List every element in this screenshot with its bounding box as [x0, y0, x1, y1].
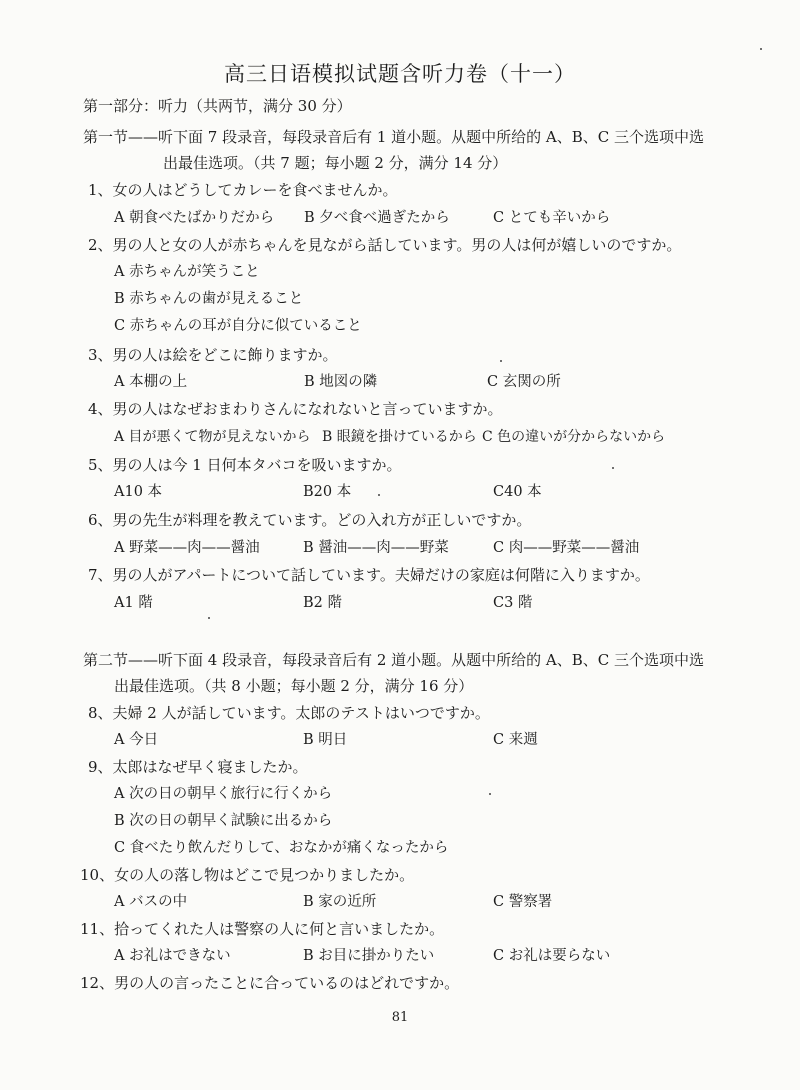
question-10: 10、女の人の落し物はどこで見つかりましたか。 [80, 866, 415, 884]
q10-option-c: C 警察署 [493, 894, 553, 910]
part1-heading: 第一部分：听力（共两节，满分 30 分） [83, 97, 352, 115]
q4-option-c: C 色の違いが分からないから [482, 429, 666, 445]
section2-instruction-line1: 第二节——听下面 4 段录音，每段录音后有 2 道小题。从题中所给的 A、B、C 三个选项中选 [83, 651, 705, 669]
q11-option-b: B お目に掛かりたい [303, 948, 435, 964]
scan-speck [208, 617, 210, 619]
q9-option-c: C 食べたり飲んだりして、おなかが痛くなったから [114, 840, 449, 856]
question-3: 3、男の人は絵をどこに飾りますか。 [88, 346, 338, 364]
question-6: 6、男の先生が料理を教えています。どの入れ方が正しいですか。 [88, 511, 532, 529]
q4-option-b: B 眼鏡を掛けているから [322, 429, 477, 445]
q7-option-b: B2 階 [303, 595, 342, 611]
question-2: 2、男の人と女の人が赤ちゃんを見ながら話しています。男の人は何が嬉しいのですか。 [88, 236, 682, 254]
q3-option-a: A 本棚の上 [114, 374, 188, 390]
q9-option-b: B 次の日の朝早く試験に出るから [114, 813, 333, 829]
scan-speck [760, 48, 762, 50]
q6-option-a: A 野菜——肉——醤油 [114, 540, 260, 556]
section1-instruction-line1: 第一节——听下面 7 段录音，每段录音后有 1 道小题。从题中所给的 A、B、C 三个选项中选 [83, 128, 705, 146]
q7-option-a: A1 階 [114, 595, 153, 611]
q6-option-b: B 醤油——肉——野菜 [303, 540, 449, 556]
question-8: 8、夫婦 2 人が話しています。太郎のテストはいつですか。 [88, 704, 490, 722]
q2-option-c: C 赤ちゃんの耳が自分に似ていること [114, 318, 362, 334]
q3-option-b: B 地図の隣 [304, 374, 378, 390]
section2-instruction-line2: 出最佳选项。（共 8 小题；每小题 2 分，满分 16 分） [114, 677, 474, 695]
q3-option-c: C 玄関の所 [487, 374, 561, 390]
question-11: 11、拾ってくれた人は警察の人に何と言いましたか。 [80, 920, 445, 938]
q1-option-c: C とても辛いから [493, 210, 611, 226]
q8-option-c: C 来週 [493, 732, 538, 748]
question-9: 9、太郎はなぜ早く寝ましたか。 [88, 758, 308, 776]
q1-option-b: B 夕べ食べ過ぎたから [304, 210, 450, 226]
q10-option-a: A バスの中 [114, 894, 188, 910]
q11-option-a: A お礼はできない [114, 948, 231, 964]
q11-option-c: C お礼は要らない [493, 948, 611, 964]
q4-option-a: A 目が悪くて物が見えないから [114, 429, 311, 445]
q5-option-c: C40 本 [493, 484, 542, 500]
q9-option-a: A 次の日の朝早く旅行に行くから [114, 786, 333, 802]
q10-option-b: B 家の近所 [303, 894, 377, 910]
q7-option-c: C3 階 [493, 595, 533, 611]
question-7: 7、男の人がアパートについて話しています。夫婦だけの家庭は何階に入りますか。 [88, 566, 650, 584]
q8-option-b: B 明日 [303, 732, 348, 748]
question-5: 5、男の人は今 1 日何本タバコを吸いますか。 [88, 456, 402, 474]
q2-option-a: A 赤ちゃんが笑うこと [114, 264, 260, 280]
scan-speck [489, 793, 491, 795]
question-1: 1、女の人はどうしてカレーを食べませんか。 [88, 181, 398, 199]
scan-speck [500, 360, 502, 362]
q5-option-a: A10 本 [114, 484, 163, 500]
scan-speck [612, 467, 614, 469]
section1-instruction-line2: 出最佳选项。（共 7 题；每小题 2 分，满分 14 分） [163, 154, 508, 172]
q8-option-a: A 今日 [114, 732, 159, 748]
scan-speck [378, 494, 380, 496]
question-12: 12、男の人の言ったことに合っているのはどれですか。 [80, 974, 460, 992]
q1-option-a: A 朝食べたばかりだから [114, 210, 275, 226]
question-4: 4、男の人はなぜおまわりさんになれないと言っていますか。 [88, 400, 503, 418]
page-number: 81 [391, 1010, 409, 1025]
page-title: 高三日语模拟试题含听力卷（十一） [224, 62, 576, 86]
q2-option-b: B 赤ちゃんの歯が見えること [114, 291, 304, 307]
q6-option-c: C 肉——野菜——醤油 [493, 540, 640, 556]
q5-option-b: B20 本 [303, 484, 352, 500]
